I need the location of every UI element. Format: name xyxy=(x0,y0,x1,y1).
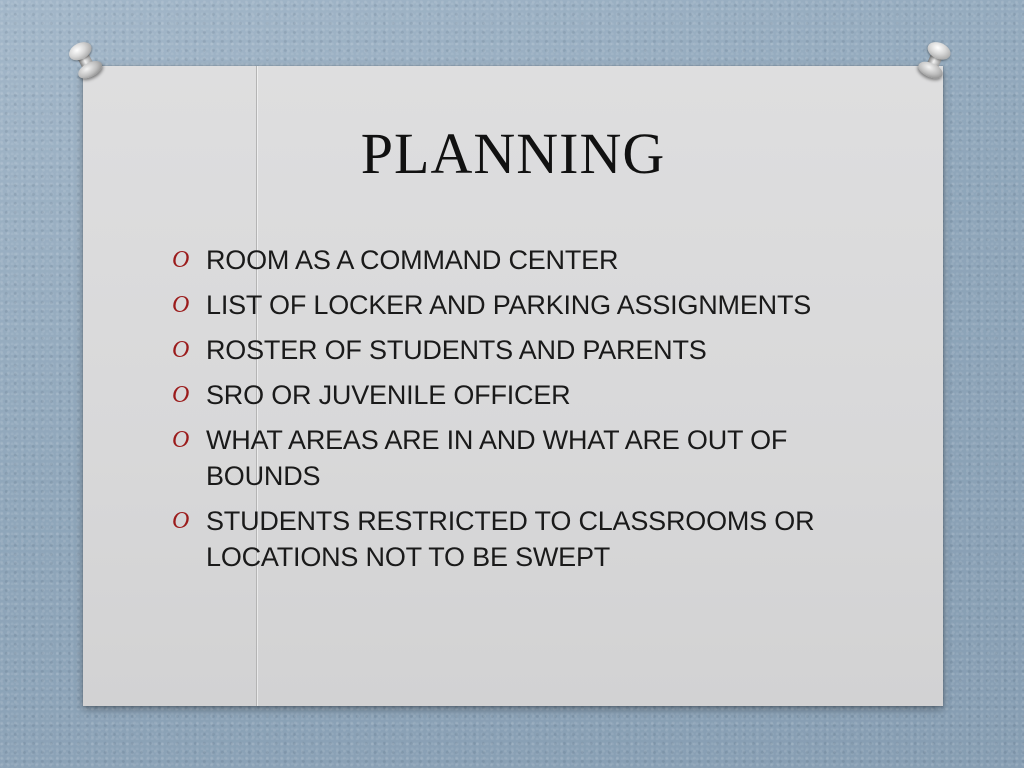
bullet-item xyxy=(172,332,852,368)
bullet-item xyxy=(172,242,852,278)
bullet-item xyxy=(172,503,852,575)
bullet-text: ROOM AS A COMMAND CENTER xyxy=(206,245,619,275)
bullet-text: SRO OR JUVENILE OFFICER xyxy=(206,380,571,410)
bullet-list xyxy=(172,242,852,584)
bullet-text: WHAT AREAS ARE IN AND WHAT ARE OUT OF BOUNDS xyxy=(206,425,788,491)
bullet-item xyxy=(172,422,852,494)
bullet-marker-icon: O xyxy=(172,427,190,453)
bullet-marker-icon: O xyxy=(172,382,190,408)
bullet-item xyxy=(172,377,852,413)
bullet-text: STUDENTS RESTRICTED TO CLASSROOMS OR LOCATIONS NOT TO BE SWEPT xyxy=(206,506,815,572)
bullet-marker-icon: O xyxy=(172,508,190,534)
slide-title: PLANNING xyxy=(360,121,666,186)
bullet-text: LIST OF LOCKER AND PARKING ASSIGNMENTS xyxy=(206,290,812,320)
bullet-text: ROSTER OF STUDENTS AND PARENTS xyxy=(206,335,707,365)
bullet-item xyxy=(172,287,852,323)
bullet-marker-icon: O xyxy=(172,247,190,273)
bullet-marker-icon: O xyxy=(172,337,190,363)
bullet-marker-icon: O xyxy=(172,292,190,318)
